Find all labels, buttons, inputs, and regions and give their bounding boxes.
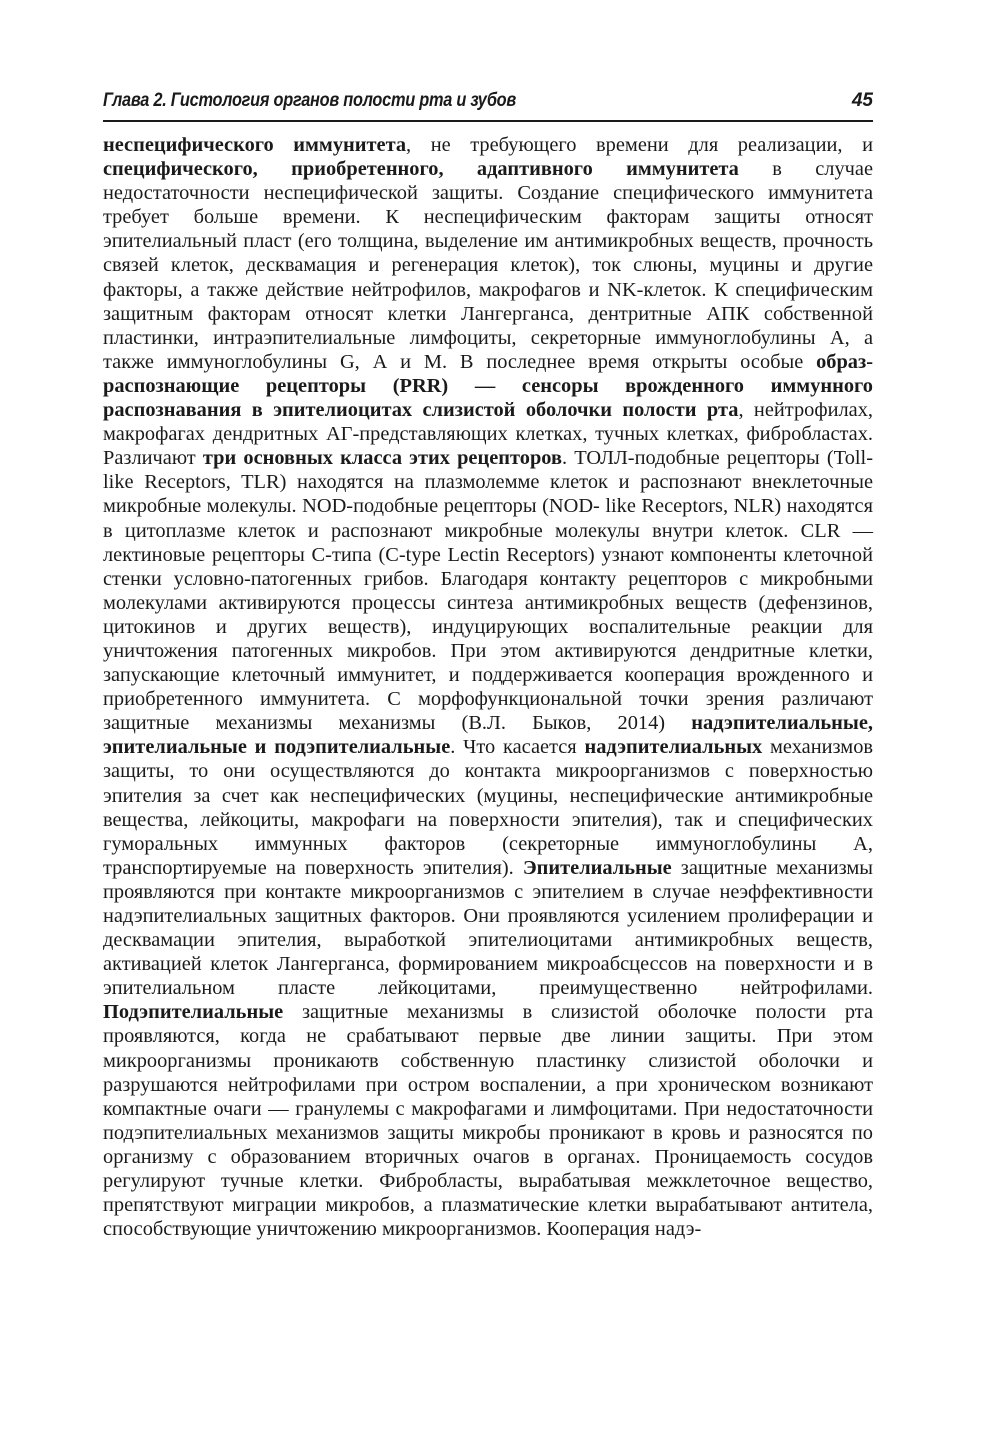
term-receptor-classes: три основных класса этих рецепторов — [202, 447, 562, 470]
term-specific-immunity: специфического, приобретенного, адаптивного иммунитета — [103, 158, 739, 181]
term-subepithelial: Подэпителиальные — [103, 1001, 284, 1024]
term-epithelial: Эпителиальные — [522, 856, 672, 879]
page-number: 45 — [851, 90, 873, 111]
text-run: защитные механизмы проявляются при контакте микроорганизмов с эпителием в случае неэффективности надэпителиальных защитных факторов. Они проявляются усилением пролиферации и десквамации эпителия, выработкой эпителиоцитами антимикробных веществ, активацией клеток Лангерганса, формированием микроабсцессов на поверхности и в эпителиальном пласте лейкоцитами, преимущественно нейтрофилами. — [103, 856, 874, 1000]
text-run: механизмов защиты, то они осуществляются до контакта микроорганизмов с поверхностью эпителия за счет как неспецифических (муцины, неспецифические антимикробные вещества, лейкоциты, макрофаги на поверхности эпителия), так и специфических гуморальных иммунных факторов (секреторные иммуноглобулины А, транспортируемые на поверхность эпителия). — [103, 736, 874, 879]
text-run: . ТОЛЛ-подобные рецепторы (Toll-like Receptors, TLR) находятся на плазмолемме клеток и распознают внеклеточные микробные молекулы. NOD-подобные рецепторы (NOD- like Receptors, NLR) находятся в цитоплазме клеток и распознают микробные молекулы внутри клеток. CLR — лектиновые рецепторы C-типа (C-type Lectin Receptors) узнают компоненты клеточной стенки условно-патогенных грибов. Благодаря контакту рецепторов с микробными молекулами активируются процессы синтеза антимикробных веществ (дефензинов, цитокинов и других веществ), индуцирующих воспалительные реакции для уничтожения патогенных микробов. При этом активируются дендритные клетки, запускающие клеточный иммунитет, и поддерживается кооперация врожденного и приобретенного иммунитета. С морфофункциональной точки зрения различают защитные механизмы механизмы (В.Л. Быков, 2014) — [103, 447, 874, 735]
term-supraepithelial: надэпителиальных — [584, 736, 763, 759]
chapter-title: Глава 2. Гистология органов полости рта и зубов — [103, 90, 517, 111]
running-header — [103, 84, 873, 122]
text-run: защитные механизмы в слизистой оболочке полости рта проявляются, когда не срабатывают первые две линии защиты. При этом микроорганизмы проникаютв собственную пластинку слизистой оболочки и разрушаются нейтрофилами при остром воспалении, а при хроническом возникают компактные очаги — гранулемы с макрофагами и лимфоцитами. При недостаточности подэпителиальных механизмов защиты микробы проникают в кровь и разносятся по организму с образованием вторичных очагов в органах. Проницаемость сосудов регулируют тучные клетки. Фибробласты, вырабатывая межклеточное вещество, препятствуют миграции микробов, а плазматические клетки вырабатывают антитела, способствующие уничтожению микроорганизмов. Кооперация надэ- — [103, 1001, 873, 1241]
term-nonspecific-immunity: неспецифического иммунитета — [103, 134, 407, 156]
term-prr: образ-распознающие рецепторы (PRR) — сенсоры врожденного иммунного распознавания в эпителиоцитах слизистой оболочки полости рта — [103, 350, 873, 422]
text-run: , не требующего времени для реализации, и — [406, 134, 873, 156]
text-run: , нейтрофилах, макрофагах дендритных АГ-представляющих клетках, тучных клетках, фибробластах. Различают — [103, 399, 873, 470]
text-run: . Что касается — [450, 736, 585, 759]
text-run: в случае недостаточности неспецифической защиты. Создание специфического иммунитета требует больше времени. К неспецифическим факторам защиты относят эпителиальный пласт (его толщина, выделение им антимикробных веществ, прочность связей клеток, десквамация и регенерация клеток), ток слюны, муцины и другие факторы, а также действие нейтрофилов, макрофагов и NK-клеток. К специфическим защитным факторам относят клетки Лангерганса, дентритные АПК собственной пластинки, интраэпителиальные лимфоциты, секреторные иммуноглобулины А, а также иммуноглобулины G, А и M. В последнее время открыты особые — [103, 158, 873, 373]
body-paragraph — [103, 133, 873, 1241]
term-defense-levels: надэпителиальные, эпителиальные и подэпителиальные — [103, 712, 873, 759]
